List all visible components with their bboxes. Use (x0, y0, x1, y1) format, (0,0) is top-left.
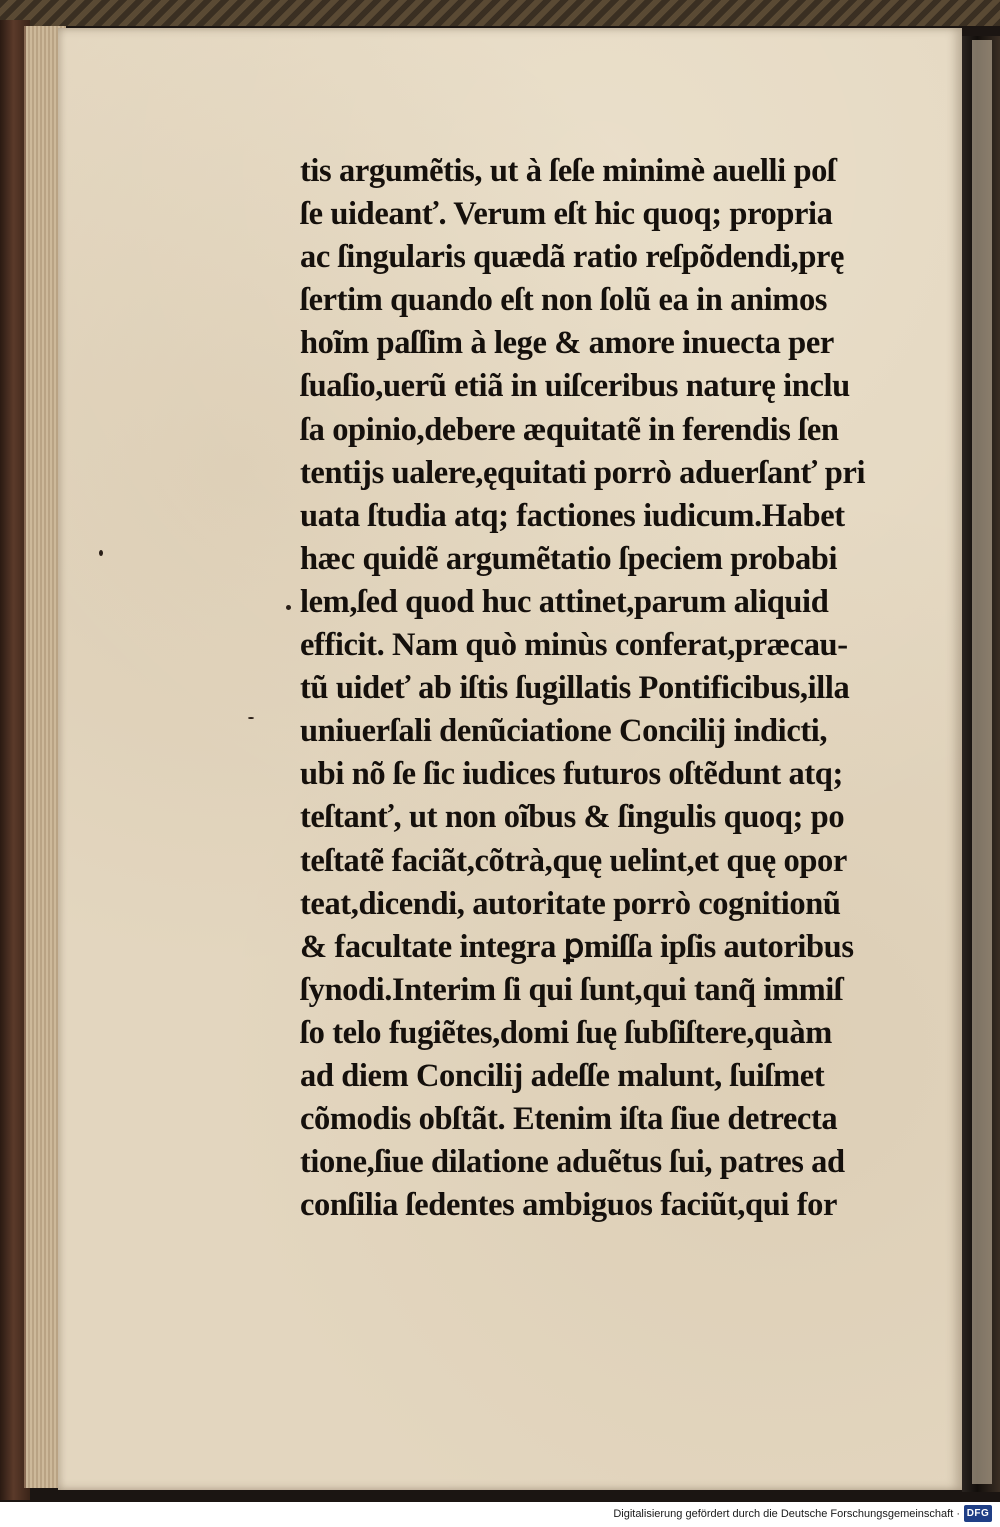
text-line: uniuerſali denũciatione Concilij indicti, (300, 713, 828, 750)
text-line: ſe uideanť. Verum eſt hic quoq; propria (300, 196, 833, 233)
text-line: ſynodi.Interim ſi qui ſunt,qui tanq̃ immiſ (300, 971, 843, 1008)
text-line: & facultate integra ꝑmiſſa ipſis autoribus (300, 928, 854, 965)
facing-page-edge (972, 40, 992, 1484)
text-line: conſilia ſedentes ambiguos faciũt,qui for (300, 1187, 838, 1224)
text-line: tis argumẽtis, ut à ſeſe minimè auelli poſ (300, 153, 836, 189)
text-line: ſuaſio,uerũ etiã in uiſceribus naturę inclu (300, 368, 850, 405)
text-line: teat,dicendi, autoritate porrò cognitionũ (300, 885, 841, 922)
dfg-logo-icon: DFG (964, 1505, 992, 1522)
text-line: ſa opinio,debere æquitatẽ in ferendis ſen (300, 411, 839, 448)
text-line: tentijs ualere,ęquitati porrò aduerſanť pri (300, 454, 866, 491)
text-line: uata ſtudia atq; factiones iudicum.Habet (300, 497, 845, 534)
funding-credit: Digitalisierung gefördert durch die Deutsche Forschungsgemeinschaft · (613, 1508, 960, 1520)
speck-mark (286, 605, 291, 610)
book-binding-top (0, 0, 1000, 26)
text-line: cõmodis obſtãt. Etenim iſta ſiue detrecta (300, 1101, 838, 1138)
text-line: ac ſingularis quædã ratio reſpõdendi,prę (300, 239, 845, 276)
text-line: efficit. Nam quò minùs conferat,præcau- (300, 627, 848, 664)
text-line: hoĩm paſſim à lege & amore inuecta per (300, 325, 834, 362)
text-line: hæc quidẽ argumẽtatio ſpeciem probabi (300, 540, 838, 577)
text-line: ubi nõ ſe ſic iudices futuros oſtẽdunt atq; (300, 756, 843, 793)
text-line: lem,ſed quod huc attinet,parum aliquid (300, 583, 829, 620)
text-line: tũ uideť ab iſtis ſugillatis Pontificibus,illa (300, 670, 850, 707)
speck-mark (248, 717, 254, 719)
body-text (300, 150, 936, 1227)
text-line: ſertim quando eſt non ſolũ ea in animos (300, 282, 828, 319)
text-line: ad diem Concilij adeſſe malunt, ſuiſmet (300, 1057, 825, 1094)
speck-mark (99, 550, 103, 556)
text-line: ſo telo fugiẽtes,domi ſuę ſubſiſtere,quàm (300, 1014, 832, 1051)
text-line: tione,ſiue dilatione aduẽtus ſui, patres ad (300, 1144, 845, 1181)
text-line: teſtanť, ut non oĩbus & ſingulis quoq; po (300, 799, 845, 836)
text-line: teſtatẽ faciãt,cõtrà,quę uelint,et quę opor (300, 842, 847, 879)
